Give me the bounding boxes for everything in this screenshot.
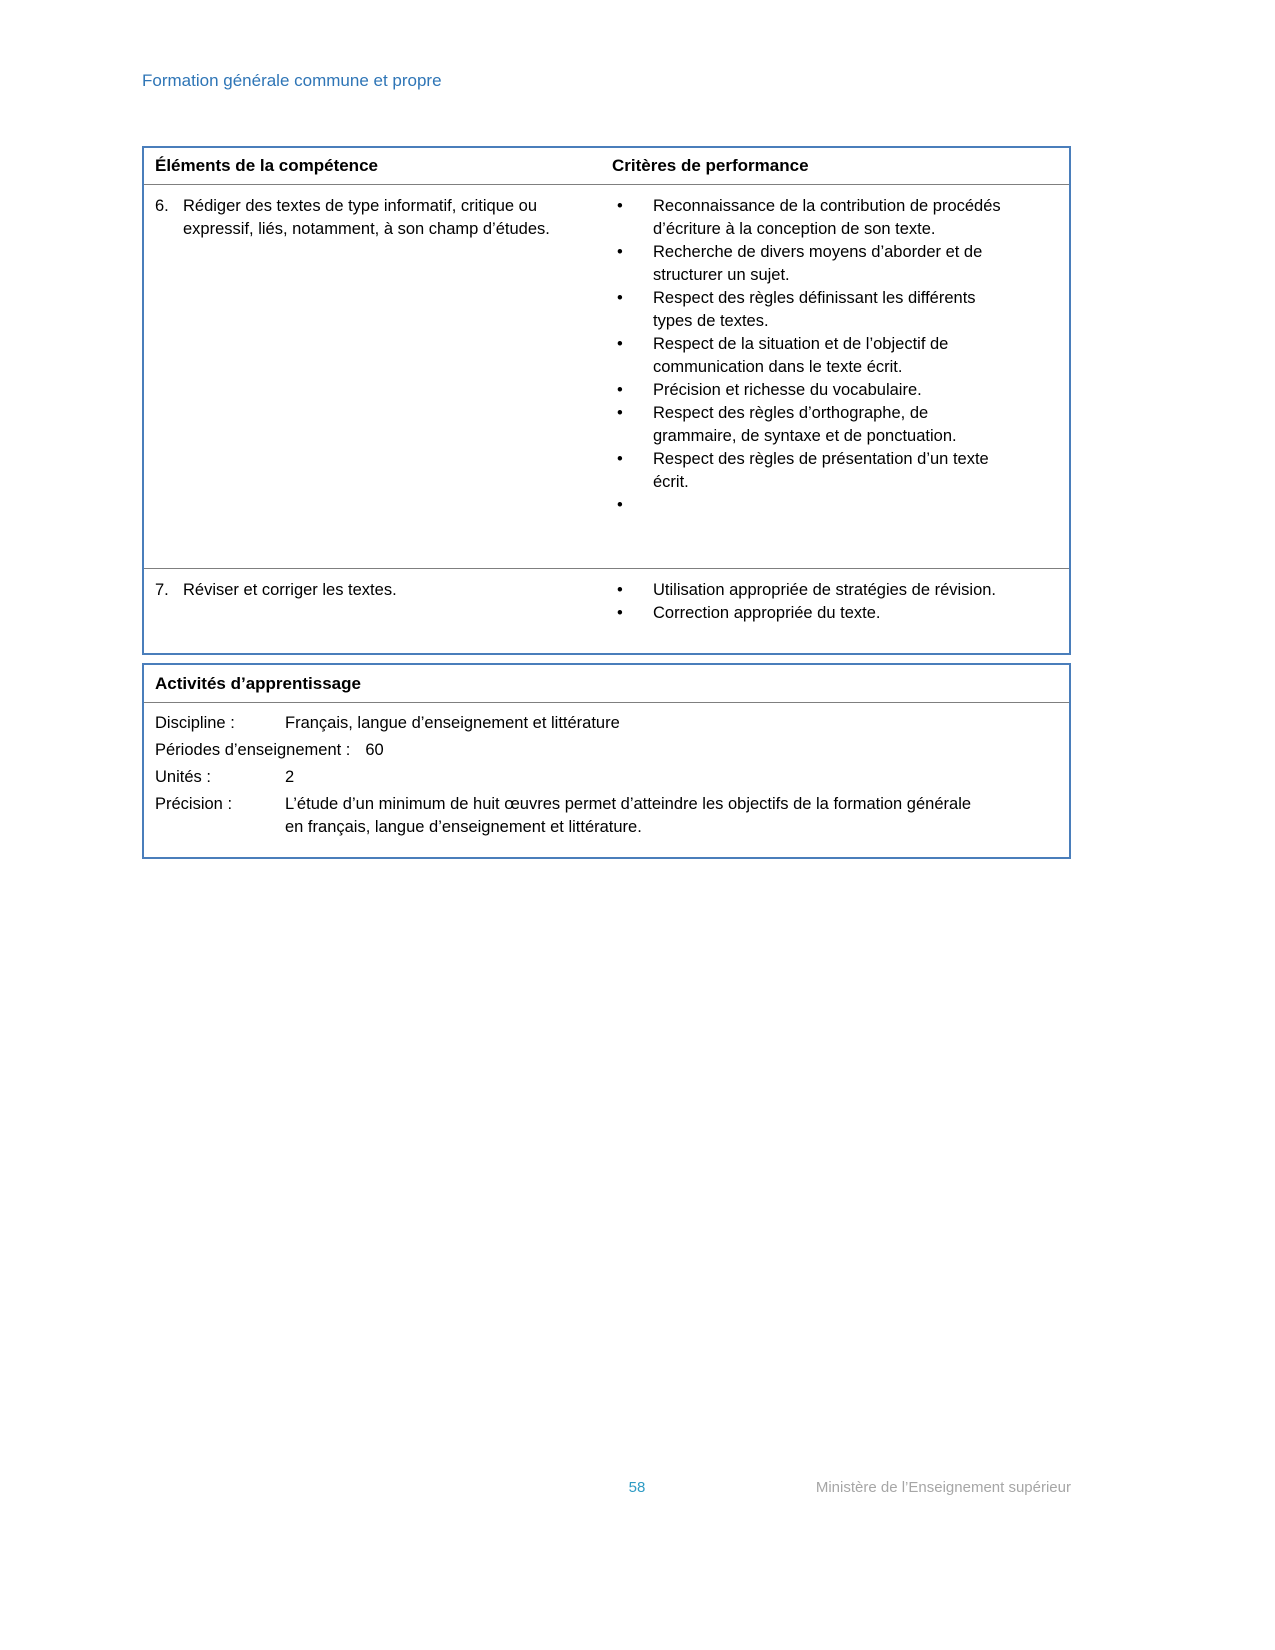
- bullet-icon: [612, 379, 653, 402]
- page-footer: [142, 1478, 1071, 1500]
- criteria-cell: [612, 185, 1069, 568]
- criterion-text: Précision et richesse du vocabulaire.: [653, 381, 922, 399]
- activity-row-unites: [155, 766, 1049, 789]
- activity-value: 60: [365, 741, 384, 759]
- criterion-item: [612, 333, 1061, 379]
- criterion-item: [612, 287, 1061, 333]
- bullet-icon: [612, 402, 653, 448]
- bullet-icon: [612, 241, 653, 287]
- criteria-list: [612, 579, 1061, 625]
- criterion-item: [612, 602, 1061, 625]
- criterion-item: [612, 579, 1061, 602]
- activities-table-body: [144, 703, 1069, 857]
- footer-ministry-text: Ministère de l’Enseignement supérieur: [815, 1479, 1071, 1496]
- criteria-list: [612, 195, 1061, 517]
- criterion-text: Recherche de divers moyens d’aborder et de structurer un sujet.: [653, 243, 983, 284]
- criterion-text: Correction appropriée du texte.: [653, 604, 881, 622]
- criterion-item: [612, 241, 1061, 287]
- criterion-text: Reconnaissance de la contribution de procédés d’écriture à la conception de son texte.: [653, 197, 1001, 238]
- element-text-block: [155, 579, 592, 602]
- activity-row-precision: [155, 793, 1049, 839]
- activity-value: Français, langue d’enseignement et littérature: [285, 714, 620, 732]
- page-number: 58: [628, 1479, 646, 1496]
- activities-table-header: Activités d’apprentissage: [144, 665, 1069, 703]
- criterion-text: Respect de la situation et de l’objectif de communication dans le texte écrit.: [653, 335, 949, 376]
- element-number: 6.: [155, 197, 169, 215]
- competency-row-6: [144, 185, 1069, 569]
- element-text-block: [155, 195, 592, 241]
- criterion-item: [612, 379, 1061, 402]
- element-cell: [144, 185, 612, 568]
- competency-table-header-elements: Éléments de la compétence: [155, 156, 378, 175]
- criterion-item: [612, 195, 1061, 241]
- running-header: Formation générale commune et propre: [142, 71, 442, 90]
- criterion-item: [612, 402, 1061, 448]
- activity-label: Périodes d’enseignement :: [155, 741, 351, 759]
- activity-label: Unités :: [155, 768, 211, 786]
- bullet-icon: [612, 195, 653, 241]
- criterion-text: Respect des règles d’orthographe, de grammaire, de syntaxe et de ponctuation.: [653, 404, 957, 445]
- bullet-icon: [612, 448, 653, 494]
- activity-value: 2: [285, 768, 295, 786]
- criterion-text: Respect des règles de présentation d’un texte écrit.: [653, 450, 989, 491]
- criterion-text: Respect des règles définissant les différents types de textes.: [653, 289, 976, 330]
- competency-table-header-row: [144, 148, 1069, 185]
- competency-table: [142, 146, 1071, 655]
- criterion-text: Utilisation appropriée de stratégies de révision.: [653, 581, 997, 599]
- competency-table-header-criteria: Critères de performance: [612, 156, 809, 175]
- activities-table: [142, 663, 1071, 859]
- bullet-icon: [612, 287, 653, 333]
- element-number: 7.: [155, 581, 169, 599]
- criteria-cell: [612, 569, 1069, 653]
- competency-row-7: [144, 569, 1069, 653]
- bullet-icon: [612, 494, 653, 517]
- element-text: Réviser et corriger les textes.: [183, 581, 397, 599]
- activity-label: Précision :: [155, 795, 233, 813]
- criterion-item-empty: [612, 494, 1061, 517]
- element-cell: [144, 569, 612, 653]
- activity-row-periodes: [155, 739, 1049, 762]
- bullet-icon: [612, 333, 653, 379]
- activity-value: L’étude d’un minimum de huit œuvres permet d’atteindre les objectifs de la formation générale en français, langue d’enseignement et littérature.: [285, 795, 972, 836]
- activity-row-discipline: [155, 712, 1049, 735]
- activity-label: Discipline :: [155, 714, 235, 732]
- bullet-icon: [612, 602, 653, 625]
- element-text: Rédiger des textes de type informatif, critique ou expressif, liés, notamment, à son champ d’études.: [183, 197, 550, 238]
- criterion-item: [612, 448, 1061, 494]
- bullet-icon: [612, 579, 653, 602]
